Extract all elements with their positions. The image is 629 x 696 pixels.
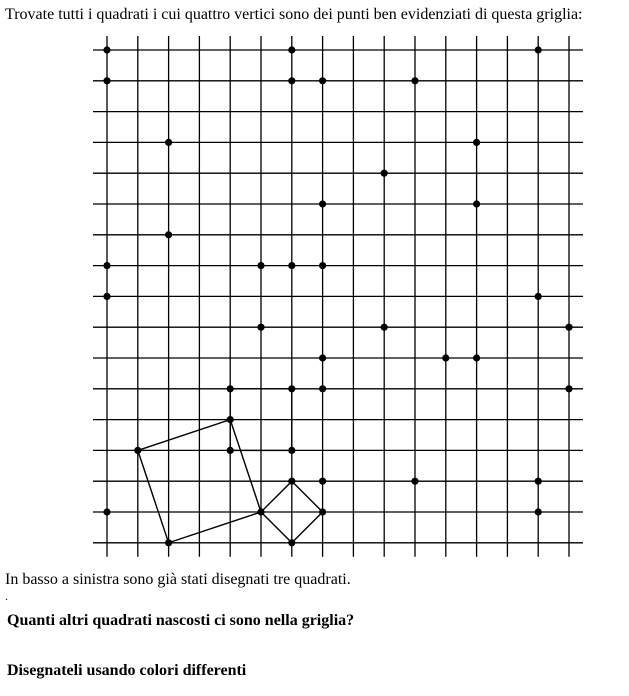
grid-point	[319, 478, 326, 485]
grid-point	[165, 231, 172, 238]
grid-point	[257, 508, 264, 515]
grid-point	[319, 508, 326, 515]
grid-point	[411, 77, 418, 84]
grid-point	[288, 478, 295, 485]
grid-point	[257, 324, 264, 331]
grid-point	[381, 170, 388, 177]
grid-point	[565, 385, 572, 392]
grid-point	[319, 385, 326, 392]
grid-point	[227, 416, 234, 423]
grid-point	[257, 262, 264, 269]
grid-point	[134, 447, 141, 454]
grid-point	[165, 139, 172, 146]
grid-point	[288, 447, 295, 454]
grid-point	[535, 508, 542, 515]
grid-point	[442, 354, 449, 361]
grid-point	[227, 447, 234, 454]
grid-point	[103, 508, 110, 515]
grid-point	[288, 46, 295, 53]
grid-point	[288, 262, 295, 269]
grid-point	[535, 478, 542, 485]
grid-point	[473, 200, 480, 207]
grid-point	[319, 77, 326, 84]
grid-point	[103, 77, 110, 84]
grid-point	[227, 385, 234, 392]
grid-point	[288, 539, 295, 546]
question-text: Quanti altri quadrati nascosti ci sono nella griglia?	[7, 612, 355, 629]
grid-point	[411, 478, 418, 485]
grid-point	[103, 293, 110, 300]
grid-point	[565, 324, 572, 331]
grid-point	[535, 46, 542, 53]
grid-point	[535, 293, 542, 300]
note-text: In basso a sinistra sono già stati disegnati tre quadrati.	[5, 571, 351, 588]
grid-point	[381, 324, 388, 331]
grid-point	[473, 139, 480, 146]
grid-point	[288, 385, 295, 392]
stray-dot: .	[5, 589, 8, 603]
grid-point	[473, 354, 480, 361]
grid-point	[319, 354, 326, 361]
grid-point	[103, 262, 110, 269]
grid-point	[319, 200, 326, 207]
instruction-text: Disegnateli usando colori differenti	[7, 662, 247, 679]
grid-lines	[93, 36, 583, 557]
grid-point	[103, 46, 110, 53]
grid-point	[319, 262, 326, 269]
grid-point	[165, 539, 172, 546]
grid-point	[288, 77, 295, 84]
task-title: Trovate tutti i quadrati i cui quattro vertici sono dei punti ben evidenziati di questa griglia:	[5, 6, 583, 23]
